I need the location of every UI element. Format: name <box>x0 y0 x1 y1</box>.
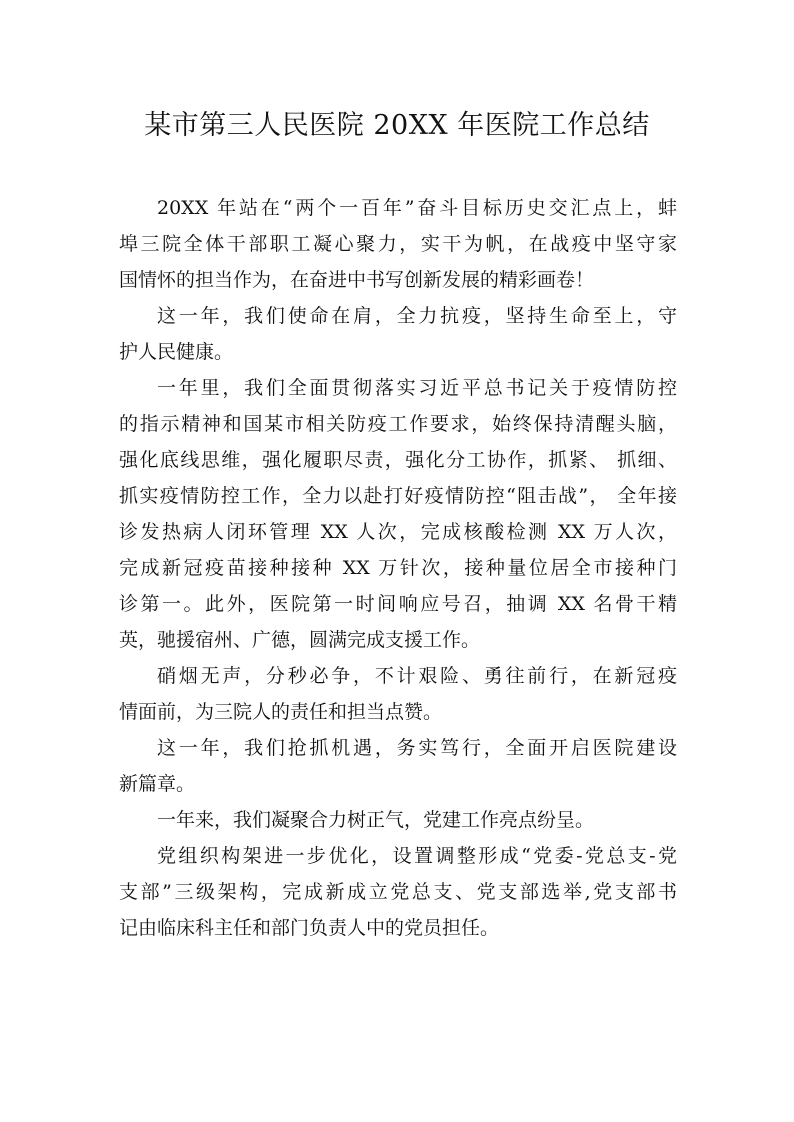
paragraph-line: 完成新冠疫苗接种接种 XX 万针次，接种量位居全市接种门 <box>119 557 677 579</box>
paragraph-line: 英，驰援宿州、广德，圆满完成支援工作。 <box>119 629 481 651</box>
body-paragraph <box>119 298 677 370</box>
body-paragraph <box>119 370 677 658</box>
paragraph-line: 抓实疫情防控工作，全力以赴打好疫情防控“阻击战”， 全年接 <box>119 485 677 507</box>
paragraph-line: 20XX 年站在“两个一百年”奋斗目标历史交汇点上，蚌 <box>157 197 677 219</box>
paragraph-line: 这一年，我们抢抓机遇，务实笃行，全面开启医院建设 <box>157 737 677 759</box>
paragraph-line: 支部”三级架构，完成新成立党总支、党支部选举,党支部书 <box>119 881 677 903</box>
paragraph-line: 的指示精神和国某市相关防疫工作要求，始终保持清醒头脑， <box>119 413 677 435</box>
body-paragraph <box>119 190 677 298</box>
paragraph-line: 新篇章。 <box>119 773 196 795</box>
document-body <box>119 190 677 946</box>
body-paragraph <box>119 730 677 802</box>
body-paragraph <box>119 838 677 946</box>
paragraph-line: 一年来，我们凝聚合力树正气，党建工作亮点纷呈。 <box>157 809 595 831</box>
paragraph-line: 情面前，为三院人的责任和担当点赞。 <box>119 701 443 723</box>
paragraph-line: 埠三院全体干部职工凝心聚力，实干为帆，在战疫中坚守家 <box>119 233 677 255</box>
paragraph-line: 党组织构架进一步优化，设置调整形成“党委-党总支-党 <box>157 845 677 867</box>
document-title: 某市第三人民医院 20XX 年医院工作总结 <box>144 110 650 141</box>
paragraph-line: 记由临床科主任和部门负责人中的党员担任。 <box>119 917 500 939</box>
paragraph-line: 一年里，我们全面贯彻落实习近平总书记关于疫情防控 <box>157 377 677 399</box>
paragraph-line: 强化底线思维，强化履职尽责，强化分工协作，抓紧、 抓细、 <box>119 449 677 471</box>
paragraph-line: 诊第一。此外，医院第一时间响应号召，抽调 XX 名骨干精 <box>119 593 677 615</box>
body-paragraph <box>119 658 677 730</box>
paragraph-line: 诊发热病人闭环管理 XX 人次，完成核酸检测 XX 万人次， <box>119 521 677 543</box>
paragraph-line: 护人民健康。 <box>119 341 234 363</box>
paragraph-line: 硝烟无声，分秒必争，不计艰险、勇往前行，在新冠疫 <box>157 665 677 687</box>
paragraph-line: 国情怀的担当作为，在奋进中书写创新发展的精彩画卷！ <box>119 269 595 291</box>
paragraph-line: 这一年，我们使命在肩，全力抗疫，坚持生命至上，守 <box>157 305 677 327</box>
body-paragraph <box>119 802 677 838</box>
